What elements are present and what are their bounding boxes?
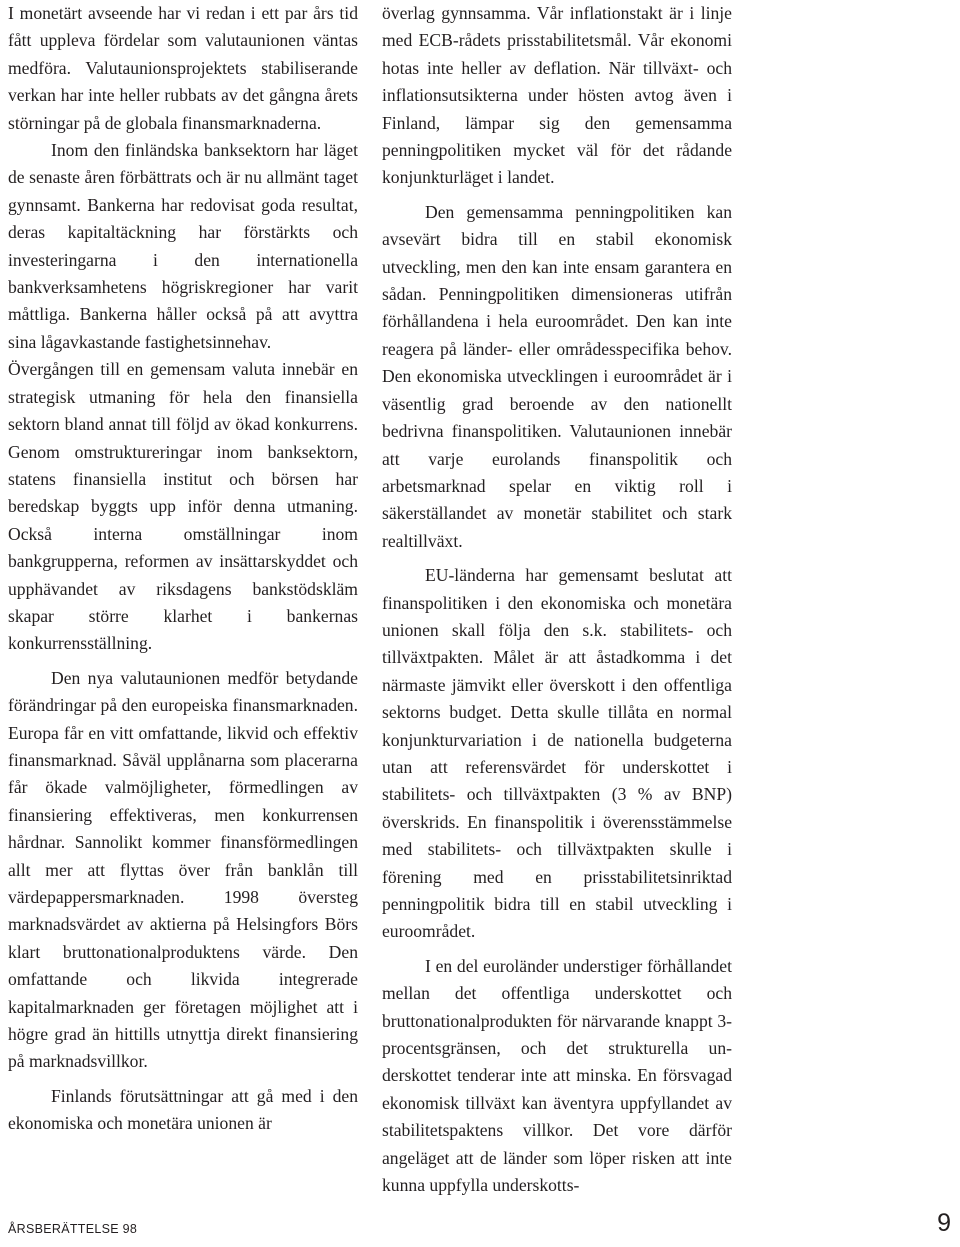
paragraph: Inom den finländska banksektorn har läget de senaste åren förbättrats och är nu allmänt taget gynnsamt. Bankerna har redovisat goda resultat, deras kapitaltäckning har förstärkts och investeringarna i den internationella bankverksamhetens högriskregioner har varit måttliga. Bankerna håller också på att avyttra sina lågavkastande fastighetsinnehav.: [8, 140, 358, 352]
paragraph: överlag gynnsamma. Vår inflationstakt är i linje med ECB-rådets prisstabilitetsmål. Vår ekonomi hotas inte heller av deflation. När tillväxt- och inflationsutsikterna under hösten avtog även i Finland, lämpar sig den gemensamma penningpolitiken mycket väl för det rådande konjunkturläget i landet.: [382, 3, 732, 188]
paragraph: EU-länderna har gemensamt beslutat att finanspolitiken i den ekonomiska och monetära unionen skall följa den s.k. stabilitets- och tillväxtpakten. Målet är att åstadkomma i det närmaste jämvikt eller överskott i den offentliga sektorns budget. Detta skulle tillåta en normal konjunkturvariation i de nationella budgeterna utan att referensvärdet för underskottet i stabilitets- och tillväxtpakten (3 % av BNP) överskrids. En finanspolitik i överensstämmelse med stabilitets- och tillväxtpakten skulle i förening med en prisstabilitetsinriktad penningpolitik bidra till en stabil utveckling i euroområdet.: [382, 565, 732, 942]
paragraph: Övergången till en gemensam valuta innebär en strategisk utmaning för hela den finansiella sektorn bland annat till följd av ökad konkurrens. Genom omstruktureringar inom banksektorn, statens finansiella institut och börsen har beredskap byggts upp inför denna utmaning. Också interna omställningar inom bankgrupperna, reformen av insättarskyddet och upphävandet av riksdagens bankstödskläm skapar större klarhet i bankernas konkurrensställning.: [8, 359, 358, 654]
paragraph: Den nya valutaunionen medför betydande förändringar på den europeiska finansmarknaden. Europa får en vitt omfattande, likvid och effektiv finansmarknad. Såväl upplånarna som placerarna får ökade valmöjligheter, förmedlingen av finansiering effektiveras, men konkurrensen hårdnar. Sannolikt kommer finansförmedlingen allt mer att flyttas över från banklån till värdepappersmarknaden. 1998 översteg marknadsvärdet av aktierna på Helsingfors Börs klart bruttonationalproduktens värde. Den omfattande och likvida integrerade kapitalmarknaden ger företagen möjlighet att i högre grad än hittills utnyttja direkt finansiering på marknadsvillkor.: [8, 667, 358, 1072]
right-text-column: [382, 0, 732, 1199]
page-number: 9: [937, 1209, 951, 1237]
paragraph: Finlands förutsättningar att gå med i den ekonomiska och monetära unionen är: [8, 1085, 358, 1134]
footer-report-label: ÅRSBERÄTTELSE 98: [8, 1222, 138, 1236]
paragraph: I monetärt avseende har vi redan i ett par års tid fått uppleva fördelar som valutaunionen väntas medföra. Valutaunionsprojektets stabiliserande verkan har inte heller rubbats av det gångna årets störningar på de globala finansmarknaderna.: [8, 3, 358, 133]
paragraph: I en del euroländer understiger förhållandet mellan det offentliga underskottet och bruttonationalprodukten för närvarande knappt 3-procentsgränsen, och det strukturella underskottet tenderar inte att minska. En försvagad ekonomisk tillväxt kan äventyra uppfyllandet av stabilitetspaktens villkor. Det vore därför angeläget att de länder som löper risken att inte kunna uppfylla underskotts-: [382, 955, 732, 1196]
left-text-column: [8, 0, 358, 1138]
paragraph: Den gemensamma penningpolitiken kan avsevärt bidra till en stabil ekonomisk utveckling, men den kan inte ensam garantera en sådan. Penningpolitiken dimensioneras utifrån förhållandena i hela euroområdet. Den kan inte reagera på länder- eller områdesspecifika behov. Den ekonomiska utvecklingen i euroområdet är i väsentlig grad beroende av den nationellt bedrivna finanspolitiken. Valutaunionen innebär att varje eurolands finanspolitik och arbetsmarknad spelar en viktig roll i säkerställandet av monetär stabilitet och stark realtillväxt.: [382, 201, 732, 551]
